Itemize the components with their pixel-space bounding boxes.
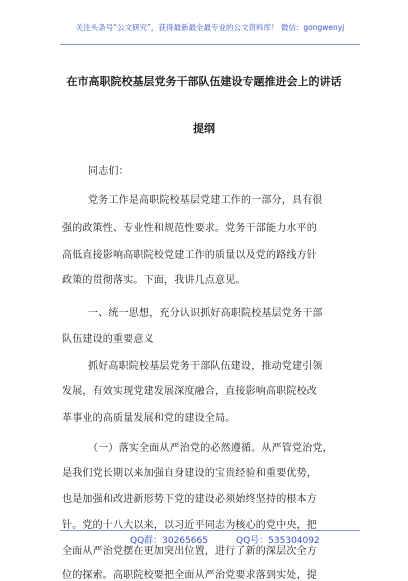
document-title: 在市高职院校基层党务干部队伍建设专题推进会上的讲话 [66, 75, 342, 88]
body-line: 党务工作是高职院校基层党建工作的一部分，具有很 [88, 195, 323, 206]
body-line: 一、统一思想，充分认识抓好高职院校基层党务干部 [88, 308, 323, 319]
body-line: 全面从严治党摆在更加突出位置，进行了新的深层次全方 [62, 546, 317, 557]
document-subtitle: 提纲 [193, 122, 215, 135]
body-line: 强的政策性、专业性和规范性要求。党务干部能力水平的 [62, 223, 317, 234]
footer-qq-number: QQ号：535304092 [236, 536, 320, 546]
footer-qq-group: QQ群：30265665 [130, 536, 208, 546]
body-line: 针。党的十八大以来，以习近平同志为核心的党中央，把 [62, 520, 317, 531]
body-line: 位的探索。高职院校要把全面从严治党要求落到实处，提 [62, 570, 317, 581]
body-line: 高低直接影响高职院校党建工作的质量以及党的路线方针 [62, 250, 317, 261]
body-line: 队伍建设的重要意义 [62, 334, 154, 345]
body-line: 政策的贯彻落实。下面，我讲几点意见。 [62, 275, 246, 286]
body-line: 也是加强和改进新形势下党的建设必须始终坚持的根本方 [62, 494, 317, 505]
footer-divider [60, 530, 360, 531]
body-line: 抓好高职院校基层党务干部队伍建设，推动党建引领 [88, 361, 323, 372]
body-line: 同志们： [88, 166, 129, 177]
header-divider [60, 44, 360, 45]
body-line: 革事业的高质量发展和党的建设全局。 [62, 413, 236, 424]
body-line: （一）落实全面从严治党的必然遵循。从严管党治党， [88, 443, 333, 454]
body-line: 发展，有效实现党建发展深度融合，直接影响高职院校改 [62, 386, 317, 397]
header-promo-text: 关注头条号“公文研究”，获得最新最全最专业的公文资料库！ 微信：gongwenyj [75, 23, 345, 32]
body-line: 是我们党长期以来加强自身建设的宝贵经验和重要优势， [62, 468, 317, 479]
